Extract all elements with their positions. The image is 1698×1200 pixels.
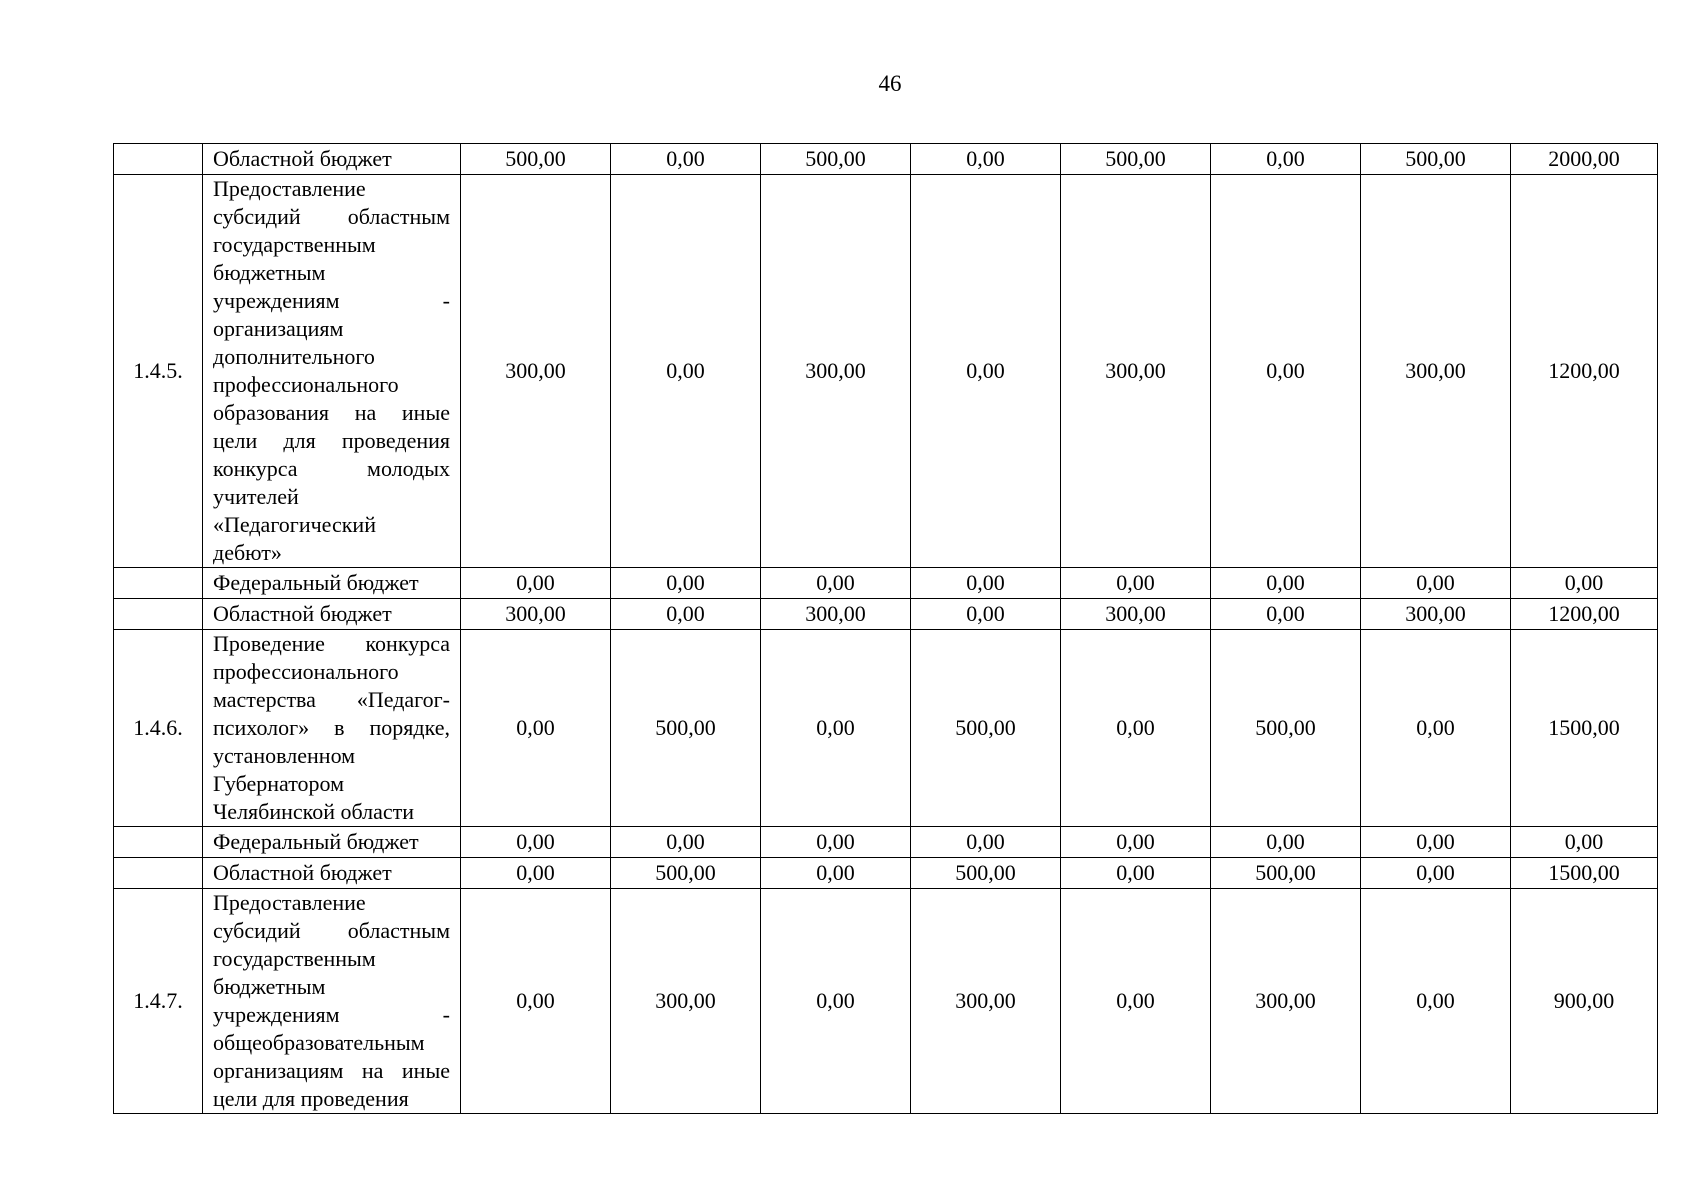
value-cell: 0,00 xyxy=(611,175,761,568)
row-number: 1.4.5. xyxy=(114,175,203,568)
row-number xyxy=(114,599,203,630)
value-cell: 1200,00 xyxy=(1511,599,1658,630)
row-number xyxy=(114,144,203,175)
value-cell: 0,00 xyxy=(761,630,911,827)
value-cell: 500,00 xyxy=(461,144,611,175)
value-cell: 0,00 xyxy=(461,568,611,599)
value-cell: 0,00 xyxy=(1211,144,1361,175)
value-cell: 300,00 xyxy=(1211,889,1361,1114)
page-number: 46 xyxy=(878,71,902,96)
value-cell: 0,00 xyxy=(911,144,1061,175)
value-cell: 0,00 xyxy=(1211,599,1361,630)
value-cell: 300,00 xyxy=(761,599,911,630)
value-cell: 1500,00 xyxy=(1511,630,1658,827)
value-cell: 0,00 xyxy=(761,568,911,599)
value-cell: 300,00 xyxy=(1361,599,1511,630)
value-cell: 0,00 xyxy=(611,568,761,599)
value-cell: 0,00 xyxy=(911,599,1061,630)
table-row xyxy=(114,599,1658,630)
value-cell: 500,00 xyxy=(1361,144,1511,175)
value-cell: 500,00 xyxy=(761,144,911,175)
row-number xyxy=(114,858,203,889)
row-number: 1.4.7. xyxy=(114,889,203,1114)
row-number xyxy=(114,568,203,599)
table-row xyxy=(114,630,1658,827)
value-cell: 0,00 xyxy=(1211,568,1361,599)
row-description: Областной бюджет xyxy=(203,599,461,630)
value-cell: 0,00 xyxy=(1511,568,1658,599)
value-cell: 0,00 xyxy=(911,175,1061,568)
value-cell: 0,00 xyxy=(1061,889,1211,1114)
value-cell: 300,00 xyxy=(1361,175,1511,568)
value-cell: 0,00 xyxy=(1211,175,1361,568)
value-cell: 0,00 xyxy=(461,858,611,889)
value-cell: 0,00 xyxy=(1361,568,1511,599)
value-cell: 300,00 xyxy=(911,889,1061,1114)
value-cell: 0,00 xyxy=(761,827,911,858)
value-cell: 0,00 xyxy=(461,630,611,827)
value-cell: 1200,00 xyxy=(1511,175,1658,568)
value-cell: 300,00 xyxy=(461,599,611,630)
row-description: Предоставление субсидий областным государственным бюджетным учреждениям - общеобразовательным организациям на иные цели для проведения xyxy=(203,889,461,1114)
row-number: 1.4.6. xyxy=(114,630,203,827)
value-cell: 0,00 xyxy=(911,827,1061,858)
table-row xyxy=(114,827,1658,858)
row-number xyxy=(114,827,203,858)
table-row xyxy=(114,889,1658,1114)
value-cell: 0,00 xyxy=(1061,827,1211,858)
value-cell: 300,00 xyxy=(461,175,611,568)
table-row xyxy=(114,175,1658,568)
value-cell: 0,00 xyxy=(761,889,911,1114)
value-cell: 300,00 xyxy=(611,889,761,1114)
value-cell: 2000,00 xyxy=(1511,144,1658,175)
value-cell: 0,00 xyxy=(611,599,761,630)
value-cell: 300,00 xyxy=(761,175,911,568)
value-cell: 0,00 xyxy=(1061,568,1211,599)
value-cell: 500,00 xyxy=(1061,144,1211,175)
row-description: Предоставление субсидий областным государственным бюджетным учреждениям - организациям дополнительного профессионального образования на иные цели для проведения конкурса молодых учителей «Педагогический дебют» xyxy=(203,175,461,568)
value-cell: 0,00 xyxy=(461,827,611,858)
value-cell: 0,00 xyxy=(1211,827,1361,858)
value-cell: 300,00 xyxy=(1061,175,1211,568)
value-cell: 0,00 xyxy=(1361,858,1511,889)
value-cell: 500,00 xyxy=(611,630,761,827)
value-cell: 0,00 xyxy=(1061,630,1211,827)
value-cell: 0,00 xyxy=(1511,827,1658,858)
value-cell: 0,00 xyxy=(911,568,1061,599)
value-cell: 500,00 xyxy=(1211,630,1361,827)
value-cell: 0,00 xyxy=(1361,827,1511,858)
value-cell: 0,00 xyxy=(611,144,761,175)
budget-table xyxy=(113,143,1658,1114)
value-cell: 500,00 xyxy=(911,858,1061,889)
value-cell: 0,00 xyxy=(461,889,611,1114)
row-description: Областной бюджет xyxy=(203,144,461,175)
row-description: Проведение конкурса профессионального мастерства «Педагог-психолог» в порядке, установленном Губернатором Челябинской области xyxy=(203,630,461,827)
value-cell: 500,00 xyxy=(611,858,761,889)
row-description: Областной бюджет xyxy=(203,858,461,889)
value-cell: 0,00 xyxy=(1361,630,1511,827)
row-description: Федеральный бюджет xyxy=(203,568,461,599)
value-cell: 900,00 xyxy=(1511,889,1658,1114)
table-row xyxy=(114,568,1658,599)
value-cell: 0,00 xyxy=(611,827,761,858)
value-cell: 0,00 xyxy=(1361,889,1511,1114)
row-description: Федеральный бюджет xyxy=(203,827,461,858)
value-cell: 500,00 xyxy=(911,630,1061,827)
value-cell: 0,00 xyxy=(761,858,911,889)
value-cell: 500,00 xyxy=(1211,858,1361,889)
table-row xyxy=(114,858,1658,889)
value-cell: 1500,00 xyxy=(1511,858,1658,889)
table-row xyxy=(114,144,1658,175)
value-cell: 300,00 xyxy=(1061,599,1211,630)
value-cell: 0,00 xyxy=(1061,858,1211,889)
